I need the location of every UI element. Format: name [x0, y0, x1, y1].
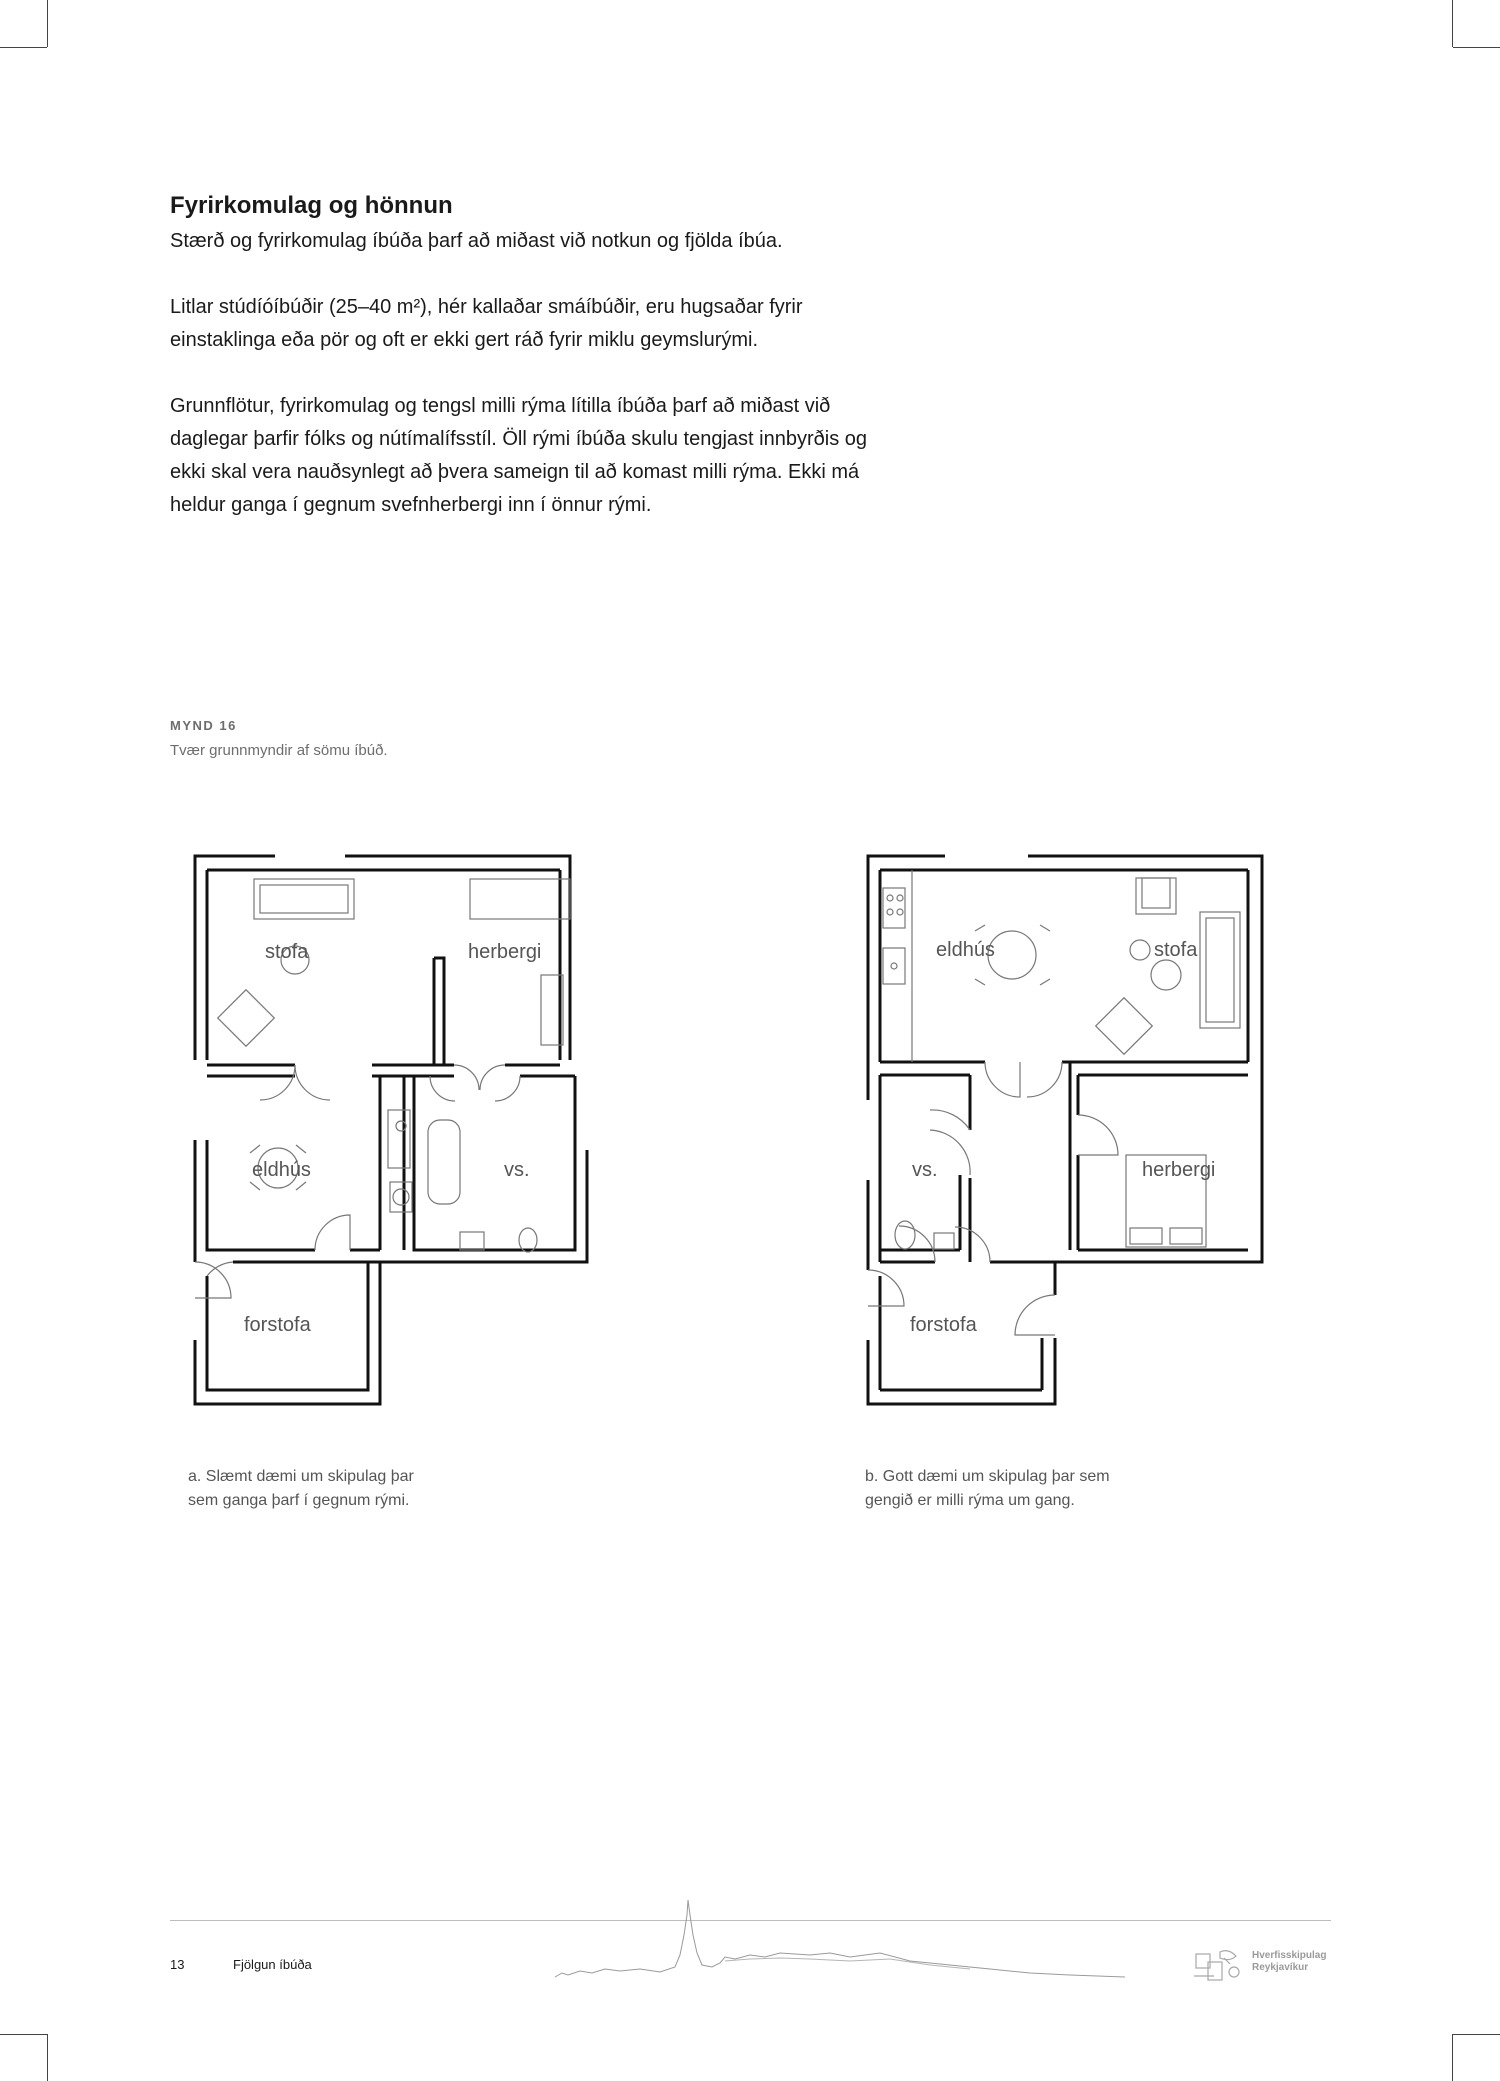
figure-label: MYND 16 — [170, 718, 237, 733]
crop-mark-bl-h — [0, 2034, 47, 2035]
paragraph-line: Grunnflötur, fyrirkomulag og tengsl milli rýma lítilla íbúða þarf að miðast við — [170, 395, 831, 417]
plan-b-label-herbergi: herbergi — [1142, 1159, 1216, 1181]
paragraph-line: daglegar þarfir fólks og nútímalífsstíl. Öll rými íbúða skulu tengjast innbyrðis og — [170, 428, 867, 450]
crop-mark-bl-v — [47, 2034, 48, 2081]
plan-a-label-vs: vs. — [504, 1159, 530, 1181]
plan-a-label-herbergi: herbergi — [468, 941, 542, 963]
plan-b-label-stofa: stofa — [1154, 939, 1198, 961]
paragraph-line: Stærð og fyrirkomulag íbúða þarf að miðast við notkun og fjölda íbúa. — [170, 230, 783, 252]
paragraph-line: Litlar stúdíóíbúðir (25–40 m²), hér kallaðar smáíbúðir, eru hugsaðar fyrir — [170, 296, 803, 318]
crop-mark-tr-v — [1452, 0, 1453, 47]
paragraph-1 — [170, 225, 970, 258]
section-heading: Fyrirkomulag og hönnun — [170, 192, 453, 219]
logo-text — [1252, 1950, 1326, 1974]
crop-mark-br-h — [1453, 2034, 1500, 2035]
paragraph-2 — [170, 291, 970, 357]
page-number: 13 — [170, 1957, 185, 1972]
paragraph-3 — [170, 390, 970, 522]
plan-b-label-forstofa: forstofa — [910, 1314, 977, 1336]
crop-mark-tl-v — [47, 0, 48, 47]
plan-a-caption — [188, 1465, 508, 1513]
crop-mark-tl-h — [0, 47, 47, 48]
plan-a-label-forstofa: forstofa — [244, 1314, 311, 1336]
caption-line: a. Slæmt dæmi um skipulag þar — [188, 1468, 414, 1485]
figure-description: Tvær grunnmyndir af sömu íbúð. — [170, 742, 388, 759]
paragraph-line: ekki skal vera nauðsynlegt að þvera sameign til að komast milli rýma. Ekki má — [170, 461, 860, 483]
plan-a-label-eldhus: eldhús — [252, 1159, 311, 1181]
document-title: Fjölgun íbúða — [233, 1957, 312, 1972]
crop-mark-br-v — [1452, 2034, 1453, 2081]
paragraph-line: einstaklinga eða pör og oft er ekki gert ráð fyrir miklu geymslurými. — [170, 329, 759, 351]
plan-b-label-eldhus: eldhús — [936, 939, 995, 961]
caption-line: gengið er milli rýma um gang. — [865, 1492, 1075, 1509]
caption-line: sem ganga þarf í gegnum rými. — [188, 1492, 410, 1509]
skyline-illustration — [550, 1895, 1130, 1990]
plan-b-caption — [865, 1465, 1185, 1513]
crop-mark-tr-h — [1453, 47, 1500, 48]
paragraph-line: heldur ganga í gegnum svefnherbergi inn í önnur rými. — [170, 494, 652, 516]
logo-line-1: Hverfisskipulag — [1252, 1950, 1327, 1961]
logo-icon — [1190, 1946, 1248, 1986]
logo-line-2: Reykjavíkur — [1252, 1962, 1309, 1973]
plan-a-label-stofa: stofa — [265, 941, 309, 963]
plan-b-label-vs: vs. — [912, 1159, 938, 1181]
floor-plans — [150, 820, 1280, 1440]
caption-line: b. Gott dæmi um skipulag þar sem — [865, 1468, 1110, 1485]
